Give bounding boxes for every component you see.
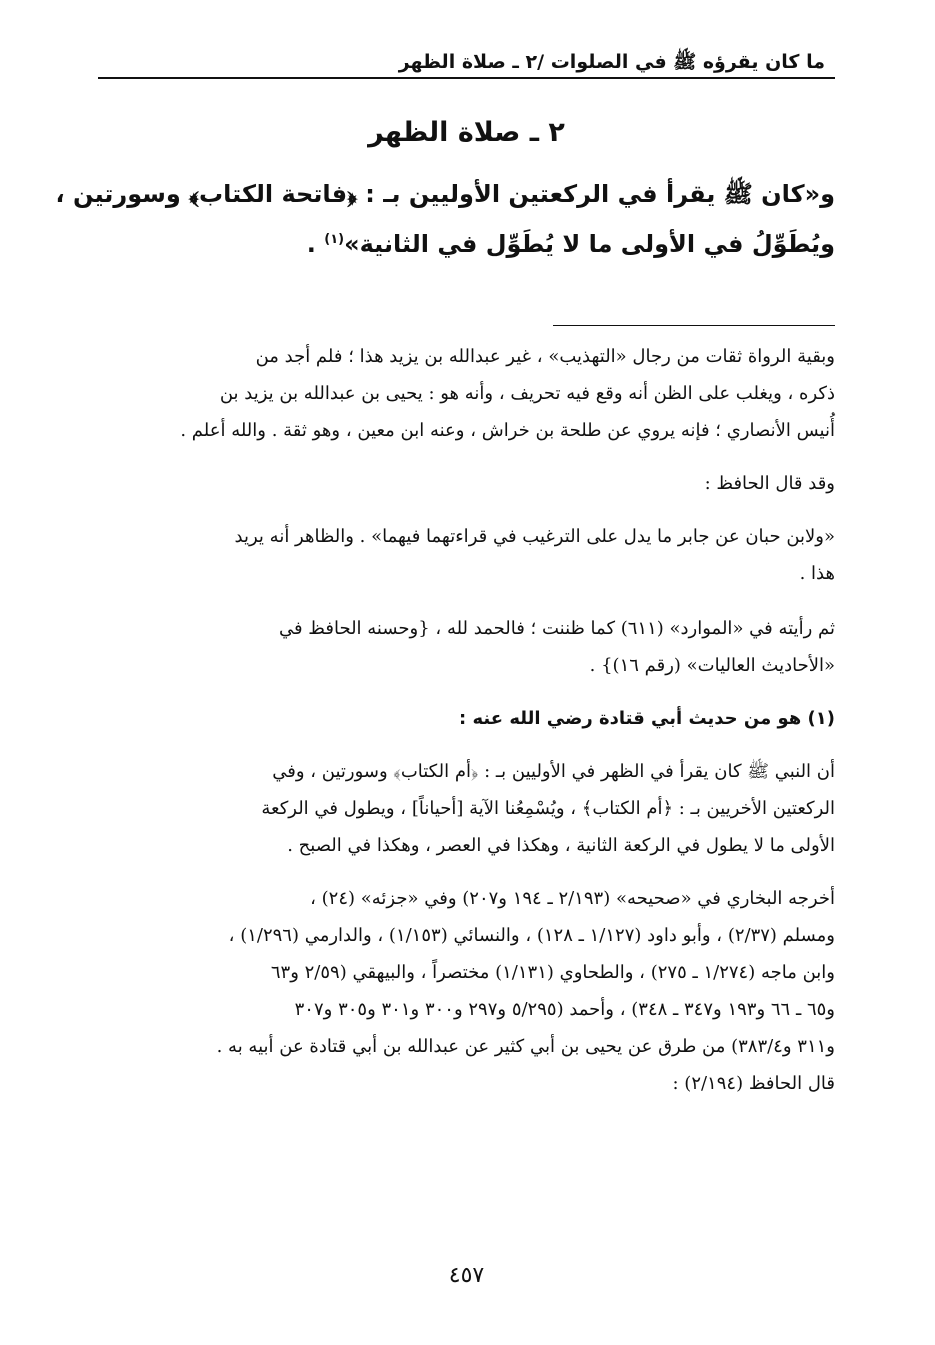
- footnote-separator: [553, 325, 835, 326]
- note-line: «ولابن حبان عن جابر ما يدل على الترغيب في قراءتهما فيهما» . والظاهر أنه يريد: [234, 526, 835, 547]
- note-line: أُنيس الأنصاري ؛ فإنه يروي عن طلحة بن خراش ، وعنه ابن معين ، وهو ثقة . والله أعلم .: [180, 420, 835, 441]
- note-line: الأولى ما لا يطول في الركعة الثانية ، وهكذا في العصر ، وهكذا في الصبح .: [287, 835, 835, 856]
- main-text-line-end: .: [306, 230, 325, 258]
- page-number: ٤٥٧: [448, 1263, 485, 1288]
- note-line: وقد قال الحافظ :: [704, 473, 835, 494]
- note-paragraph: [98, 610, 835, 684]
- note-line: و٦٥ ـ ٦٦ و١٩٣ و٣٤٧ ـ ٣٤٨) ، وأحمد (٥/٢٩٥ و٢٩٧ و٣٠٠ و٣٠١ و٣٠٥ و٣٠٧: [294, 999, 835, 1020]
- takhrij-paragraph: [98, 880, 835, 1102]
- note-line: وابن ماجه (١/٢٧٤ ـ ٢٧٥) ، والطحاوي (١/١٣١) مختصراً ، والبيهقي (٢/٥٩ و٦٣: [270, 962, 835, 983]
- note-paragraph: [98, 753, 835, 864]
- note-line: «الأحاديث العاليات» (رقم ١٦)} .: [589, 655, 835, 676]
- running-header: ما كان يقرؤه ﷺ في الصلوات /٢ ـ صلاة الظهر: [398, 51, 825, 73]
- main-text-line: و«كان ﷺ يقرأ في الركعتين الأوليين بـ : ﴿فاتحة الكتاب﴾ وسورتين ،: [55, 180, 835, 208]
- main-text-line-body: ويُطَوِّلُ في الأولى ما لا يُطَوِّل في الثانية»: [344, 230, 835, 258]
- main-text-line: [98, 219, 835, 269]
- note-line: أخرجه البخاري في «صحيحه» (٢/١٩٣ ـ ١٩٤ و٢٠٧) وفي «جزئه» (٢٤) ،: [310, 888, 835, 909]
- note-line: وبقية الرواة ثقات من رجال «التهذيب» ، غير عبدالله بن يزيد هذا ؛ فلم أجد من: [255, 346, 835, 367]
- note-line: (١) هو من حديث أبي قتادة رضي الله عنه :: [459, 708, 835, 729]
- note-line: هذا .: [799, 563, 835, 584]
- note-paragraph: [98, 518, 835, 592]
- note-paragraph: [98, 465, 835, 502]
- footnote-reference[interactable]: (١): [324, 232, 345, 247]
- note-line: الركعتين الأخريين بـ : ﴿أم الكتاب﴾ ، ويُسْمِعُنا الآية [أحياناً] ، ويطول في الركعة: [261, 798, 835, 819]
- note-line: قال الحافظ (٢/١٩٤) :: [672, 1073, 835, 1094]
- note-line: أن النبي ﷺ كان يقرأ في الظهر في الأوليين بـ : ﴿أم الكتاب﴾ وسورتين ، وفي: [272, 761, 835, 782]
- footnotes: [98, 338, 835, 1102]
- footnote-heading: [98, 700, 835, 737]
- note-line: ومسلم (٢/٣٧) ، وأبو داود (١/١٢٧ ـ ١٢٨) ، والنسائي (١/١٥٣) ، والدارمي (١/٢٩٦) ،: [228, 925, 835, 946]
- note-line: ذكره ، ويغلب على الظن أنه وقع فيه تحريف ، وأنه هو : يحيى بن عبدالله بن يزيد بن: [219, 383, 835, 404]
- chapter-title: ٢ ـ صلاة الظهر: [368, 117, 565, 148]
- hadith-main-text: [55, 169, 835, 269]
- note-paragraph: [98, 338, 835, 449]
- note-line: ثم رأيته في «الموارد» (٦١١) كما ظننت ؛ فالحمد لله ، {وحسنه الحافظ في: [278, 618, 835, 639]
- book-page: [55, 40, 835, 1300]
- header-rule: [98, 77, 835, 79]
- note-line: و٣١١ و٣٨٣/٤) من طرق عن يحيى بن أبي كثير عن عبدالله بن أبي قتادة عن أبيه به .: [216, 1036, 835, 1057]
